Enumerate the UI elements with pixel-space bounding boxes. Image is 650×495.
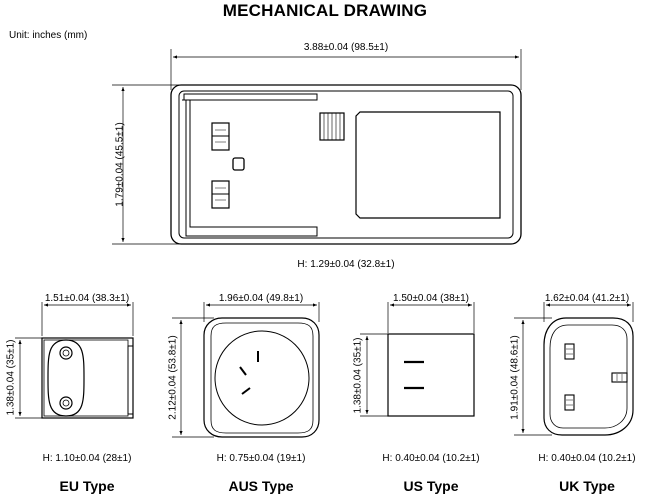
us-height-label: 1.38±0.04 (35±1) xyxy=(352,337,364,414)
uk-plug-drawing xyxy=(514,302,633,435)
unit-label: Unit: inches (mm) xyxy=(9,30,88,41)
main-height-label: 1.79±0.04 (45.5±1) xyxy=(114,122,126,207)
main-adapter-view xyxy=(112,49,521,244)
main-width-label: 3.88±0.04 (98.5±1) xyxy=(303,42,389,53)
main-depth-label: H: 1.29±0.04 (32.8±1) xyxy=(297,259,395,270)
label-area xyxy=(356,112,500,218)
us-type-label: US Type xyxy=(403,478,459,494)
uk-depth-label: H: 0.40±0.04 (10.2±1) xyxy=(538,453,636,464)
uk-width-label: 1.62±0.04 (41.2±1) xyxy=(544,293,630,304)
aus-plug-drawing xyxy=(172,302,319,437)
drawing-title: MECHANICAL DRAWING xyxy=(222,1,428,20)
us-depth-label: H: 0.40±0.04 (10.2±1) xyxy=(382,453,480,464)
aus-type-label: AUS Type xyxy=(228,478,294,494)
eu-depth-label: H: 1.10±0.04 (28±1) xyxy=(42,453,132,464)
aus-width-label: 1.96±0.04 (49.8±1) xyxy=(218,293,304,304)
eu-width-label: 1.51±0.04 (38.3±1) xyxy=(44,293,130,304)
earth-pin xyxy=(233,158,244,170)
eu-type-label: EU Type xyxy=(59,478,115,494)
eu-plug-drawing xyxy=(15,302,133,418)
uk-type-label: UK Type xyxy=(559,478,615,494)
us-width-label: 1.50±0.04 (38±1) xyxy=(392,293,470,304)
aus-height-label: 2.12±0.04 (53.8±1) xyxy=(167,335,179,420)
eu-height-label: 1.38±0.04 (35±1) xyxy=(5,339,17,416)
aus-depth-label: H: 0.75±0.04 (19±1) xyxy=(216,453,306,464)
adapter-body xyxy=(171,85,521,244)
us-plug-drawing xyxy=(360,302,474,416)
uk-height-label: 1.91±0.04 (48.6±1) xyxy=(509,335,521,420)
